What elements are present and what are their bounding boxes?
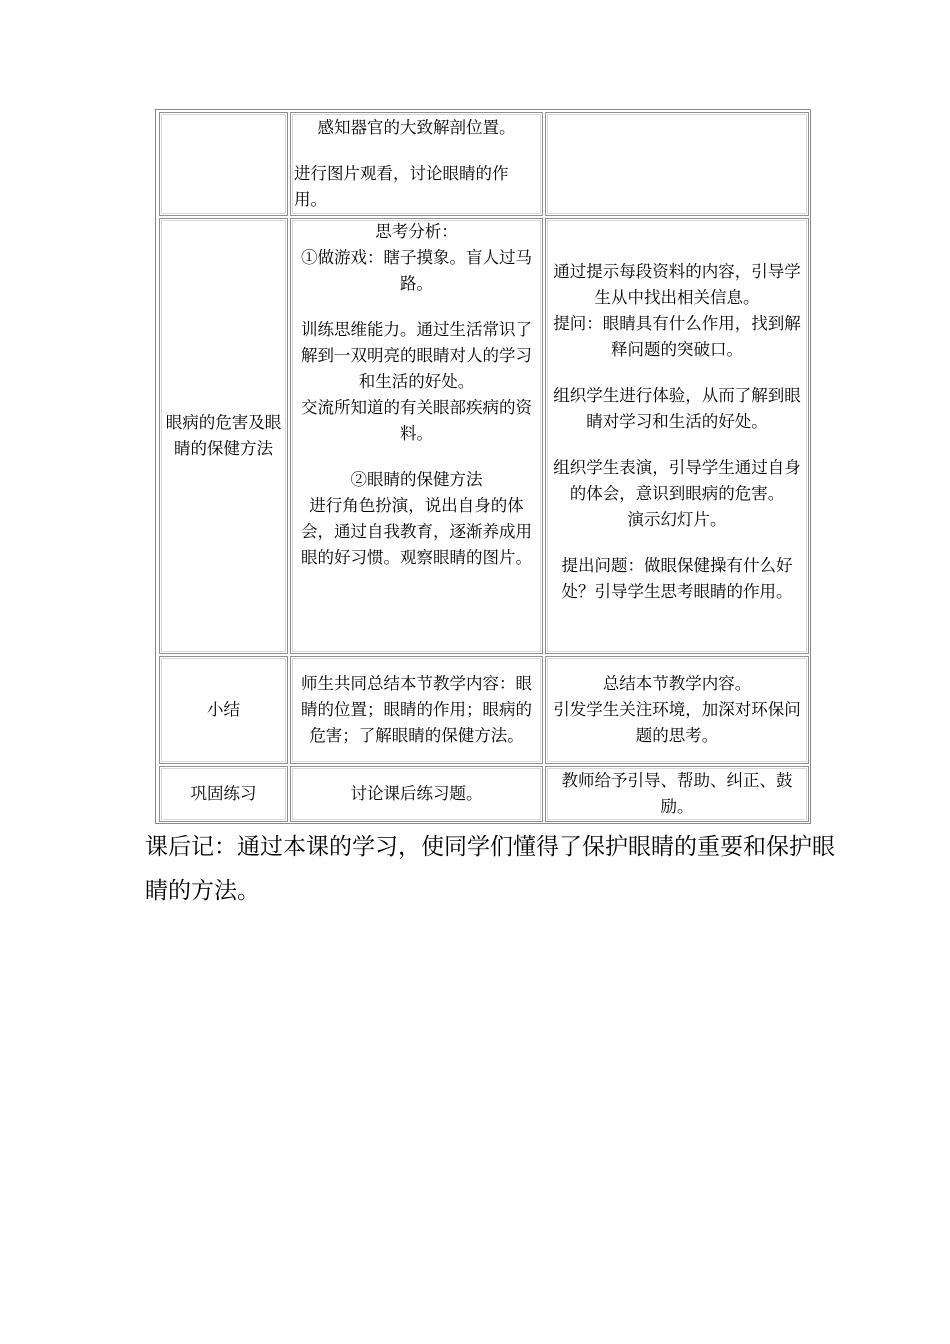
student-care-text: 进行角色扮演，说出自身的体会，通过自我教育，逐渐养成用眼的好习惯。观察眼睛的图片。 xyxy=(301,496,532,567)
student-exchange: 交流所知道的有关眼部疾病的资料。 xyxy=(301,398,532,443)
row2-stage-text: 眼病的危害及眼睛的保健方法 xyxy=(165,413,282,458)
row4-student-cell xyxy=(290,766,543,822)
lesson-plan-table xyxy=(155,109,811,824)
row1-stage-cell xyxy=(159,112,288,216)
afterword-paragraph: 课后记：通过本课的学习，使同学们懂得了保护眼睛的重要和保护眼睛的方法。 xyxy=(145,834,835,904)
row2-teacher-cell xyxy=(545,218,809,654)
student-care-heading: ②眼睛的保健方法 xyxy=(350,470,483,489)
student-game: ①做游戏：瞎子摸象。盲人过马路。 xyxy=(301,248,532,293)
teacher-p4b: 演示幻灯片。 xyxy=(627,510,727,529)
row4-teacher-cell xyxy=(545,766,809,822)
teacher-p3: 组织学生进行体验，从而了解到眼睛对学习和生活的好处。 xyxy=(553,386,801,431)
row4-student-text: 讨论课后练习题。 xyxy=(350,784,483,803)
row1-teacher-cell xyxy=(545,112,809,216)
row1-student-text-2: 进行图片观看，讨论眼睛的作用。 xyxy=(294,164,509,209)
row3-stage-text: 小结 xyxy=(207,700,240,719)
teacher-p5: 提出问题：做眼保健操有什么好处？引导学生思考眼睛的作用。 xyxy=(561,556,793,601)
teacher-p1: 通过提示每段资料的内容，引导学生从中找出相关信息。 xyxy=(553,262,801,307)
row2-student-cell xyxy=(290,218,543,654)
row3-teacher-text-2: 引发学生关注环境，加深对环保问题的思考。 xyxy=(553,700,801,745)
student-heading: 思考分析： xyxy=(375,222,458,241)
row3-student-text: 师生共同总结本节教学内容：眼睛的位置；眼睛的作用；眼病的危害；了解眼睛的保健方法。 xyxy=(301,674,532,745)
student-training: 训练思维能力。通过生活常识了解到一双明亮的眼睛对人的学习和生活的好处。 xyxy=(301,320,532,391)
row3-teacher-cell xyxy=(545,656,809,764)
row3-teacher-text-1: 总结本节教学内容。 xyxy=(602,674,752,693)
row4-stage-text: 巩固练习 xyxy=(190,784,257,803)
row1-student-cell xyxy=(290,112,543,216)
row4-stage-cell xyxy=(159,766,288,822)
row3-student-cell xyxy=(290,656,543,764)
row1-student-text-1: 感知器官的大致解剖位置。 xyxy=(317,118,516,137)
teacher-p4: 组织学生表演，引导学生通过自身的体会，意识到眼病的危害。 xyxy=(553,458,801,503)
row3-stage-cell xyxy=(159,656,288,764)
row4-teacher-text: 教师给予引导、帮助、纠正、鼓励。 xyxy=(561,771,793,816)
row2-stage-cell xyxy=(159,218,288,654)
teacher-p2: 提问：眼睛具有什么作用，找到解释问题的突破口。 xyxy=(553,314,801,359)
